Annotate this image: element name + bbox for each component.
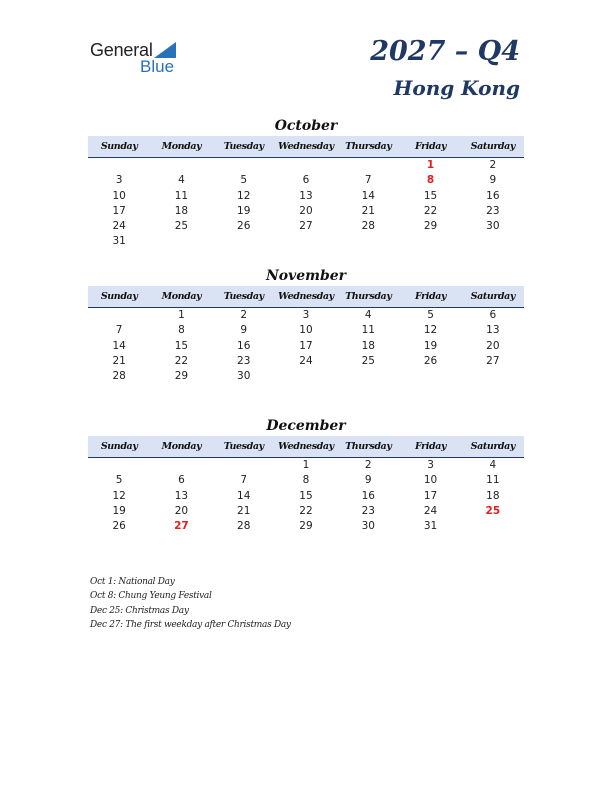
month-name: December [266, 418, 346, 434]
weekday-label: Wednesday [278, 291, 334, 302]
day-cell: 21 [361, 204, 375, 217]
day-cell: 10 [299, 324, 313, 337]
weekday-label: Friday [414, 291, 447, 302]
holiday-day-cell: 8 [426, 174, 435, 187]
week-row [88, 519, 524, 534]
day-cell: 29 [299, 520, 313, 533]
day-cell [150, 158, 212, 173]
weekday-header [88, 436, 524, 458]
week-row [88, 234, 524, 249]
day-cell: 31 [112, 235, 126, 248]
day-cell: 31 [423, 520, 438, 533]
day-cell: 6 [302, 174, 310, 187]
day-cell: 20 [299, 204, 313, 217]
weekday-label: Friday [414, 141, 447, 152]
week-row [88, 489, 524, 504]
day-cell: 14 [361, 189, 375, 202]
weekday-label: Saturday [470, 441, 516, 452]
day-cell [150, 234, 212, 249]
day-cell: 5 [115, 474, 123, 487]
day-cell [275, 158, 337, 173]
day-cell [462, 369, 524, 384]
week-row [88, 458, 524, 473]
day-cell: 29 [423, 220, 438, 233]
day-cell: 6 [178, 474, 185, 487]
day-cell: 17 [423, 489, 438, 502]
day-cell: 7 [240, 474, 248, 487]
day-cell: 19 [112, 504, 126, 517]
weekday-label: Saturday [470, 141, 516, 152]
day-cell: 22 [423, 204, 438, 217]
day-cell: 19 [423, 339, 438, 352]
day-cell [88, 308, 150, 323]
weekday-label: Tuesday [223, 441, 264, 452]
day-cell [213, 158, 275, 173]
month-december [88, 416, 524, 534]
weekday-label: Friday [414, 441, 447, 452]
day-cell: 26 [423, 354, 438, 367]
day-cell: 2 [240, 309, 248, 321]
holiday-note: Dec 27: The first weekday after Christmas Day [90, 619, 291, 630]
day-cell: 1 [302, 459, 310, 471]
day-cell: 9 [240, 324, 248, 337]
day-cell [88, 158, 150, 173]
logo-general-text: General [90, 40, 153, 60]
day-cell: 16 [486, 189, 500, 202]
page-title: 2027 – Q4 [370, 36, 520, 67]
holiday-note: Oct 8: Chung Yeung Festival [90, 591, 212, 602]
weekday-label: Thursday [345, 141, 392, 152]
day-cell: 21 [237, 504, 251, 517]
weekday-label: Wednesday [278, 141, 334, 152]
weekday-header [88, 286, 524, 308]
day-cell: 26 [237, 220, 251, 233]
week-row [88, 173, 524, 188]
day-cell [337, 158, 399, 173]
day-cell: 23 [486, 204, 500, 217]
weekday-label: Sunday [100, 441, 138, 452]
day-cell: 13 [174, 489, 189, 502]
page-subtitle: Hong Kong [393, 76, 520, 100]
day-cell: 24 [423, 504, 438, 517]
day-cell [399, 234, 461, 249]
day-cell: 10 [112, 189, 126, 202]
month-october [88, 116, 524, 250]
month-november [88, 266, 524, 384]
day-cell: 18 [486, 489, 500, 502]
day-cell: 24 [299, 354, 313, 367]
day-cell: 11 [174, 189, 189, 202]
month-name: November [265, 268, 347, 284]
day-cell [213, 234, 275, 249]
day-cell: 9 [364, 474, 372, 487]
day-cell: 17 [299, 339, 313, 352]
day-cell: 22 [174, 354, 189, 367]
day-cell: 16 [237, 339, 251, 352]
day-cell: 11 [361, 324, 375, 337]
day-cell: 23 [237, 354, 251, 367]
weekday-label: Tuesday [223, 141, 264, 152]
day-cell [337, 369, 399, 384]
day-cell: 2 [489, 159, 497, 171]
day-cell: 9 [489, 174, 497, 187]
day-cell: 30 [237, 370, 251, 383]
day-cell: 13 [299, 189, 313, 202]
week-row [88, 308, 524, 323]
weekday-label: Monday [161, 291, 202, 302]
holiday-note: Dec 25: Christmas Day [90, 605, 189, 616]
day-cell: 4 [178, 174, 185, 187]
day-cell: 26 [112, 520, 126, 533]
weekday-label: Sunday [100, 291, 138, 302]
weekday-label: Monday [161, 441, 202, 452]
day-cell: 24 [112, 220, 126, 233]
day-cell [275, 369, 337, 384]
day-cell: 28 [361, 220, 375, 233]
day-cell: 4 [364, 309, 372, 321]
day-cell: 12 [237, 189, 251, 202]
weekday-label: Wednesday [278, 441, 334, 452]
day-cell: 3 [302, 309, 310, 321]
holiday-day-cell: 1 [426, 159, 435, 171]
day-cell: 11 [486, 474, 500, 487]
day-cell: 28 [237, 520, 251, 533]
holiday-day-cell: 27 [174, 520, 189, 533]
day-cell: 30 [486, 220, 500, 233]
day-cell: 2 [364, 459, 372, 471]
day-cell: 3 [427, 459, 434, 471]
logo-flag-icon [154, 42, 176, 58]
day-cell: 27 [486, 354, 500, 367]
day-cell: 25 [361, 354, 375, 367]
weekday-label: Saturday [470, 291, 516, 302]
week-row [88, 473, 524, 488]
day-cell: 15 [174, 339, 189, 352]
day-cell [399, 369, 461, 384]
day-cell: 10 [423, 474, 438, 487]
week-row [88, 219, 524, 234]
week-row [88, 354, 524, 369]
month-name: October [274, 118, 338, 134]
day-cell: 14 [112, 339, 126, 352]
logo [90, 38, 200, 78]
day-cell: 5 [427, 309, 434, 321]
week-row [88, 504, 524, 519]
holiday-note: Oct 1: National Day [90, 577, 175, 587]
day-cell: 6 [489, 309, 497, 321]
day-cell: 4 [489, 459, 497, 471]
week-row [88, 189, 524, 204]
day-cell: 8 [302, 474, 310, 487]
day-cell [150, 458, 212, 473]
weekday-label: Monday [161, 141, 202, 152]
week-row [88, 323, 524, 338]
day-cell: 22 [299, 504, 313, 517]
day-cell: 1 [178, 309, 185, 321]
day-cell: 15 [299, 489, 313, 502]
day-cell [337, 234, 399, 249]
day-cell [462, 519, 524, 534]
day-cell: 20 [486, 339, 500, 352]
day-cell: 23 [361, 504, 375, 517]
day-cell: 29 [174, 370, 189, 383]
day-cell: 19 [237, 204, 251, 217]
day-cell: 7 [115, 324, 123, 337]
day-cell: 17 [112, 204, 126, 217]
day-cell: 18 [361, 339, 375, 352]
week-row [88, 158, 524, 173]
day-cell [88, 458, 150, 473]
day-cell: 28 [112, 370, 126, 383]
day-cell: 25 [174, 220, 189, 233]
day-cell [462, 234, 524, 249]
day-cell [213, 458, 275, 473]
day-cell: 20 [174, 504, 189, 517]
day-cell: 21 [112, 354, 126, 367]
day-cell: 3 [115, 174, 123, 187]
day-cell: 14 [237, 489, 251, 502]
day-cell: 12 [112, 489, 126, 502]
weekday-header [88, 136, 524, 158]
day-cell: 16 [361, 489, 375, 502]
logo-blue-text: Blue [140, 57, 175, 76]
weekday-label: Thursday [345, 441, 392, 452]
day-cell: 15 [423, 189, 438, 202]
weekday-label: Tuesday [223, 291, 264, 302]
day-cell: 8 [178, 324, 185, 337]
week-row [88, 339, 524, 354]
day-cell [275, 234, 337, 249]
day-cell: 12 [423, 324, 438, 337]
day-cell: 18 [174, 204, 189, 217]
holiday-notes [90, 575, 291, 632]
day-cell: 30 [361, 520, 375, 533]
week-row [88, 369, 524, 384]
weekday-label: Thursday [345, 291, 392, 302]
holiday-day-cell: 25 [485, 504, 501, 517]
day-cell: 27 [299, 220, 313, 233]
day-cell: 13 [486, 324, 500, 337]
day-cell: 5 [240, 174, 248, 187]
week-row [88, 204, 524, 219]
weekday-label: Sunday [100, 141, 138, 152]
day-cell: 7 [364, 174, 372, 187]
